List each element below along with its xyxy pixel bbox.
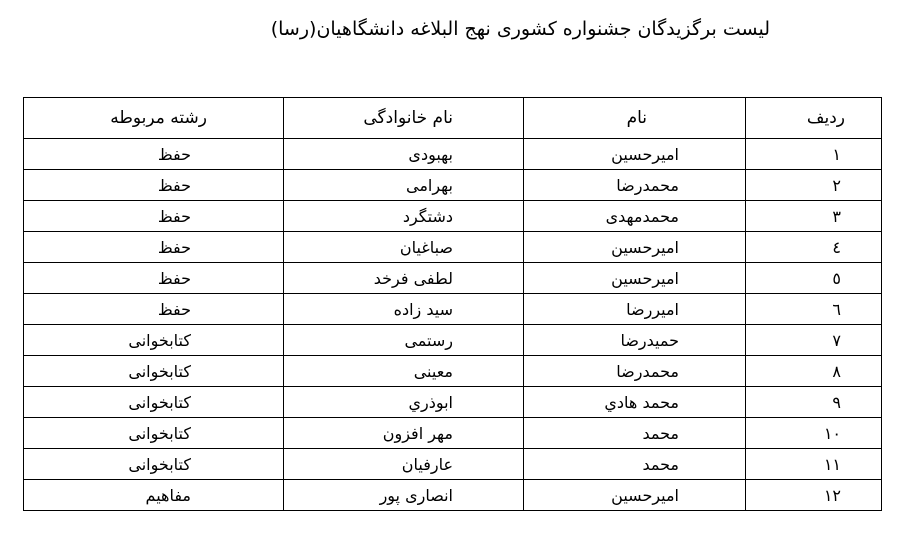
- cell-first-name: حمیدرضا: [524, 325, 746, 356]
- cell-field: کتابخوانی: [24, 387, 284, 418]
- cell-field: کتابخوانی: [24, 325, 284, 356]
- cell-first-name: امیرحسین: [524, 480, 746, 511]
- cell-last-name: مهر افزون: [284, 418, 524, 449]
- table-row: [24, 356, 882, 387]
- cell-row-number: ۱۱: [746, 449, 882, 480]
- cell-field: کتابخوانی: [24, 356, 284, 387]
- table-row: [24, 232, 882, 263]
- cell-row-number: ٥: [746, 263, 882, 294]
- cell-row-number: ۸: [746, 356, 882, 387]
- cell-first-name: محمدمهدی: [524, 201, 746, 232]
- cell-row-number: ۳: [746, 201, 882, 232]
- cell-last-name: معینی: [284, 356, 524, 387]
- cell-field: حفظ: [24, 232, 284, 263]
- header-field: رشته مربوطه: [24, 98, 284, 139]
- cell-field: مفاهیم: [24, 480, 284, 511]
- cell-row-number: ۲: [746, 170, 882, 201]
- cell-first-name: امیرحسین: [524, 263, 746, 294]
- cell-first-name: محمد: [524, 449, 746, 480]
- winners-table: [23, 97, 882, 511]
- header-last-name: نام خانوادگی: [284, 98, 524, 139]
- table-row: [24, 294, 882, 325]
- cell-first-name: امیررضا: [524, 294, 746, 325]
- cell-last-name: بهبودی: [284, 139, 524, 170]
- cell-row-number: ۱: [746, 139, 882, 170]
- cell-last-name: صباغیان: [284, 232, 524, 263]
- cell-field: حفظ: [24, 294, 284, 325]
- table-row: [24, 139, 882, 170]
- cell-row-number: ۱۰: [746, 418, 882, 449]
- table-row: [24, 263, 882, 294]
- table-row: [24, 449, 882, 480]
- cell-field: حفظ: [24, 263, 284, 294]
- cell-last-name: ابوذري: [284, 387, 524, 418]
- cell-field: کتابخوانی: [24, 449, 284, 480]
- cell-row-number: ٤: [746, 232, 882, 263]
- table-row: [24, 201, 882, 232]
- cell-last-name: رستمی: [284, 325, 524, 356]
- table-row: [24, 387, 882, 418]
- cell-field: حفظ: [24, 170, 284, 201]
- document-title: لیست برگزیدگان جشنواره کشوری نهج البلاغه دانشگاهیان(رسا): [270, 18, 770, 40]
- cell-first-name: محمدرضا: [524, 356, 746, 387]
- cell-last-name: انصاری پور: [284, 480, 524, 511]
- table-row: [24, 418, 882, 449]
- cell-row-number: ٦: [746, 294, 882, 325]
- cell-first-name: محمد هادي: [524, 387, 746, 418]
- cell-last-name: دشتگرد: [284, 201, 524, 232]
- cell-field: حفظ: [24, 139, 284, 170]
- cell-first-name: امیرحسین: [524, 139, 746, 170]
- table-row: [24, 170, 882, 201]
- table-body: [24, 139, 882, 511]
- table-row: [24, 325, 882, 356]
- cell-first-name: محمدرضا: [524, 170, 746, 201]
- cell-row-number: ۷: [746, 325, 882, 356]
- cell-field: کتابخوانی: [24, 418, 284, 449]
- cell-first-name: امیرحسین: [524, 232, 746, 263]
- cell-first-name: محمد: [524, 418, 746, 449]
- cell-last-name: لطفی فرخد: [284, 263, 524, 294]
- table-header-row: [24, 98, 882, 139]
- cell-last-name: سید زاده: [284, 294, 524, 325]
- cell-last-name: بهرامی: [284, 170, 524, 201]
- header-row-number: ردیف: [746, 98, 882, 139]
- cell-last-name: عارفیان: [284, 449, 524, 480]
- table-row: [24, 480, 882, 511]
- cell-row-number: ۹: [746, 387, 882, 418]
- header-first-name: نام: [524, 98, 746, 139]
- cell-row-number: ۱۲: [746, 480, 882, 511]
- cell-field: حفظ: [24, 201, 284, 232]
